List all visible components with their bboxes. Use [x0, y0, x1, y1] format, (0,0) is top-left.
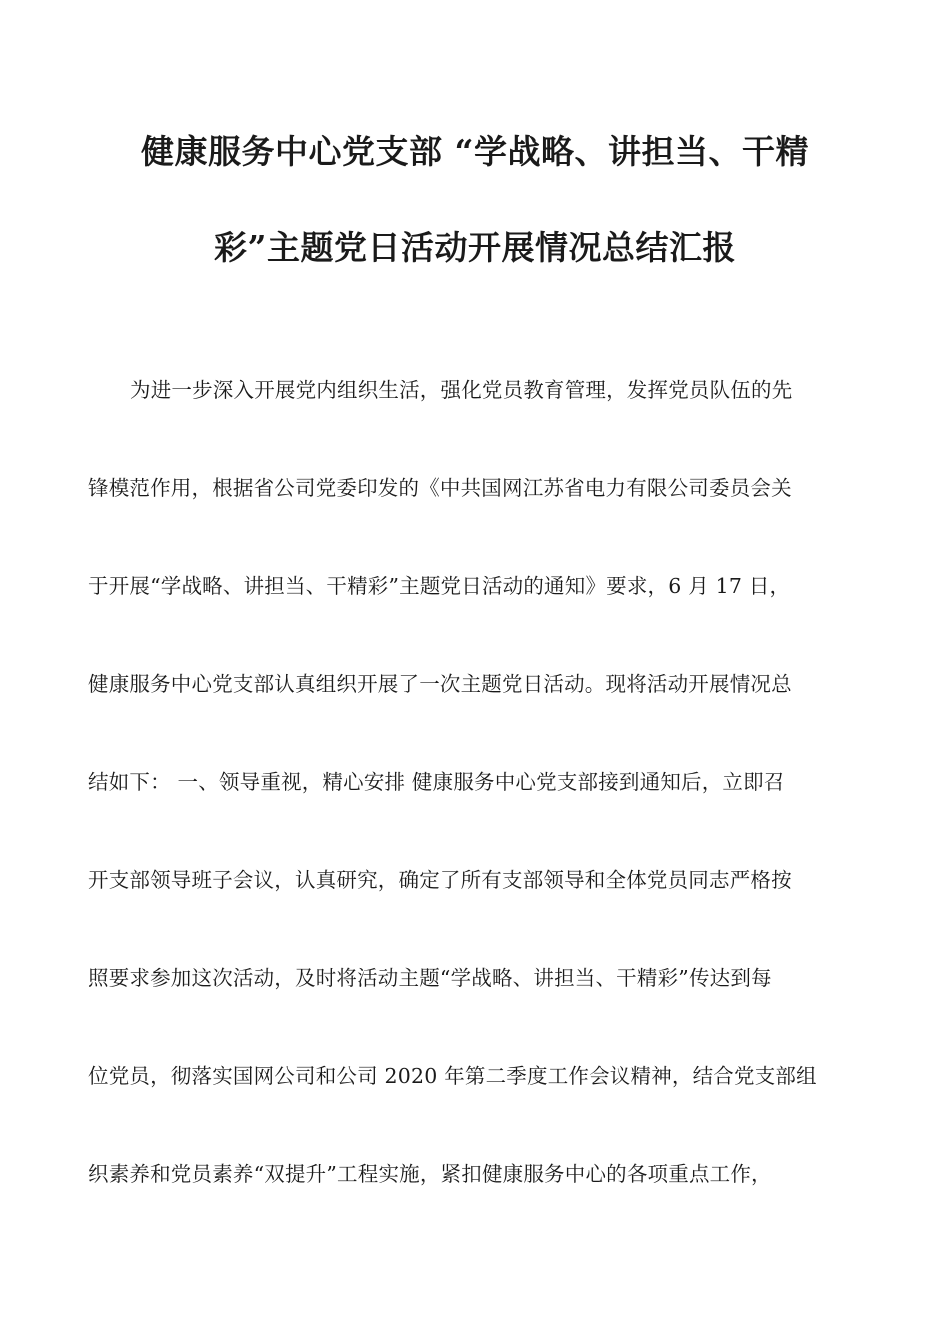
- document-body: [88, 370, 862, 1252]
- body-line-9: 织素养和党员素养“双提升”工程实施，紧扣健康服务中心的各项重点工作，: [88, 1162, 772, 1186]
- title-line-2: 彩”主题党日活动开展情况总结汇报: [214, 228, 736, 267]
- body-line-2: 锋模范作用，根据省公司党委印发的《中共国网江苏省电力有限公司委员会关: [88, 476, 792, 500]
- body-line-3: 于开展“学战略、讲担当、干精彩”主题党日活动的通知》要求，6 月 17 日，: [88, 574, 791, 598]
- body-line-8: 位党员，彻落实国网公司和公司 2020 年第二季度工作会议精神，结合党支部组: [88, 1064, 817, 1088]
- title-line-1: 健康服务中心党支部 “学战略、讲担当、干精: [141, 132, 809, 171]
- body-line-4: 健康服务中心党支部认真组织开展了一次主题党日活动。现将活动开展情况总: [88, 672, 792, 696]
- body-line-6: 开支部领导班子会议，认真研究，确定了所有支部领导和全体党员同志严格按: [88, 868, 792, 892]
- body-line-1: 为进一步深入开展党内组织生活，强化党员教育管理，发挥党员队伍的先: [130, 378, 793, 402]
- document-title: [88, 128, 862, 272]
- body-line-5: 结如下： 一、领导重视，精心安排 健康服务中心党支部接到通知后，立即召: [88, 770, 785, 794]
- body-line-7: 照要求参加这次活动，及时将活动主题“学战略、讲担当、干精彩”传达到每: [88, 966, 772, 990]
